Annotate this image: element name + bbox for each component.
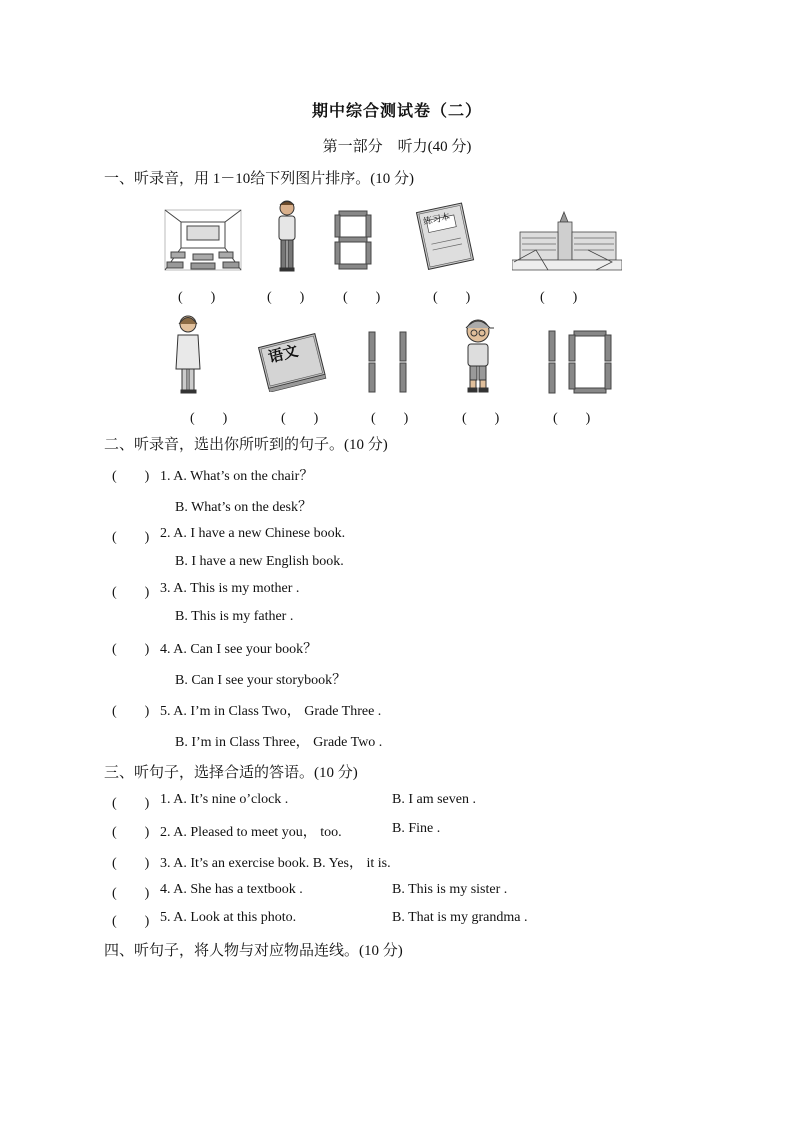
answer-bracket[interactable]: ( ) — [112, 856, 150, 871]
part-subtitle: 第一部分 听力(40 分) — [322, 139, 472, 155]
section4-heading: 四、听句子，将人物与对应物品连线。(10 分) — [104, 943, 403, 959]
woman-picture — [172, 313, 204, 395]
question-option-a: 5. A. I’m in Class Two， Grade Three . — [160, 704, 382, 719]
answer-bracket[interactable]: ( ) — [540, 290, 578, 305]
answer-bracket[interactable]: ( ) — [112, 886, 150, 901]
question-option-b: B. I’m in Class Three， Grade Two . — [175, 735, 383, 750]
section3-heading: 三、听句子，选择合适的答语。(10 分) — [104, 765, 358, 781]
answer-bracket[interactable]: ( ) — [112, 642, 150, 657]
answer-bracket[interactable]: ( ) — [343, 290, 381, 305]
question-option-b: B. Can I see your storybook？ — [175, 673, 347, 688]
section1-heading: 一、听录音，用 1－10给下列图片排序。(10 分) — [104, 171, 414, 187]
question-option-a: 1. A. What’s on the chair？ — [160, 469, 314, 484]
question-option-b: B. This is my father . — [175, 609, 294, 624]
question-option-a: 2. A. I have a new Chinese book. — [160, 526, 346, 541]
question-option-b: B. This is my sister . — [392, 882, 508, 897]
question-option-a: 3. A. It’s an exercise book. B. Yes， it is. — [160, 856, 391, 871]
answer-bracket[interactable]: ( ) — [190, 411, 228, 426]
answer-bracket[interactable]: ( ) — [112, 914, 150, 929]
number-eleven-picture — [365, 330, 411, 394]
answer-bracket[interactable]: ( ) — [371, 411, 409, 426]
answer-bracket[interactable]: ( ) — [462, 411, 500, 426]
answer-bracket[interactable]: ( ) — [112, 585, 150, 600]
school-building-picture — [512, 210, 622, 272]
question-option-b: B. I have a new English book. — [175, 554, 344, 569]
question-option-a: 5. A. Look at this photo. — [160, 910, 297, 925]
answer-bracket[interactable]: ( ) — [267, 290, 305, 305]
question-option-a: 2. A. Pleased to meet you， too. — [160, 825, 342, 840]
section2-heading: 二、听录音，选出你所听到的句子。(10 分) — [104, 437, 388, 453]
answer-bracket[interactable]: ( ) — [112, 530, 150, 545]
answer-bracket[interactable]: ( ) — [553, 411, 591, 426]
answer-bracket[interactable]: ( ) — [112, 469, 150, 484]
question-option-a: 4. A. Can I see your book？ — [160, 642, 318, 657]
answer-bracket[interactable]: ( ) — [433, 290, 471, 305]
number-eight-picture — [333, 209, 373, 271]
question-option-a: 3. A. This is my mother . — [160, 581, 300, 596]
question-option-b: B. I am seven . — [392, 792, 476, 807]
question-option-a: 1. A. It’s nine o’clock . — [160, 792, 289, 807]
question-option-b: B. What’s on the desk？ — [175, 500, 313, 515]
question-option-b: B. Fine . — [392, 821, 441, 836]
page-title: 期中综合测试卷（二） — [311, 103, 482, 120]
exercise-book-label: 练习本 — [422, 212, 452, 228]
boy-picture — [458, 314, 498, 394]
answer-bracket[interactable]: ( ) — [178, 290, 216, 305]
number-ten-picture — [546, 329, 614, 395]
chinese-book-label: 语文 — [266, 341, 300, 367]
answer-bracket[interactable]: ( ) — [281, 411, 319, 426]
answer-bracket[interactable]: ( ) — [112, 825, 150, 840]
question-option-b: B. That is my grandma . — [392, 910, 528, 925]
answer-bracket[interactable]: ( ) — [112, 704, 150, 719]
classroom-picture — [163, 208, 243, 274]
answer-bracket[interactable]: ( ) — [112, 796, 150, 811]
question-option-a: 4. A. She has a textbook . — [160, 882, 303, 897]
man-picture — [272, 198, 302, 274]
